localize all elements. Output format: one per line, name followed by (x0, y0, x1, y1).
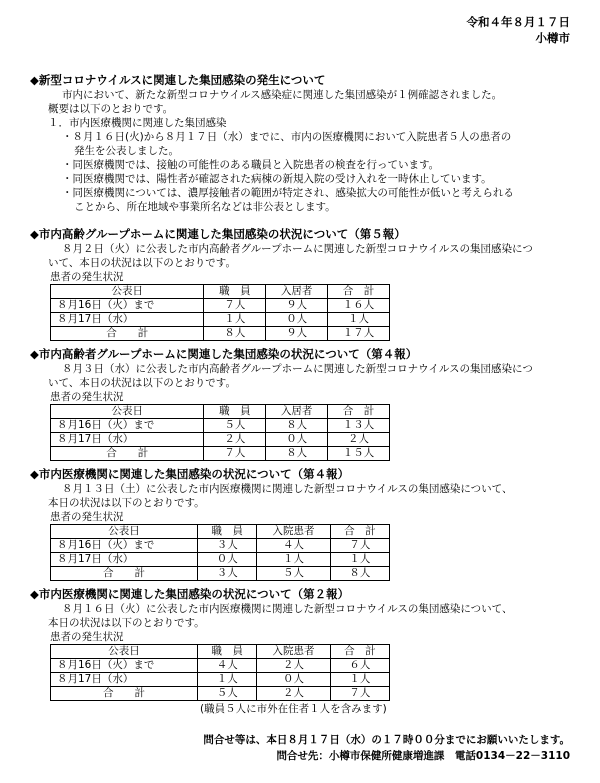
table-header: 合 計 (328, 405, 390, 419)
table-cell: １人 (330, 673, 389, 687)
section-text: ８月１３日（土）に公表した市内医療機関に関連した新型コロナウイルスの集団感染について、 (62, 483, 513, 495)
table-header: 合 計 (330, 525, 389, 539)
table-cell: ５人 (257, 567, 330, 581)
table-cell: １人 (198, 673, 257, 687)
section-text: ８月３日（水）に公表した市内高齢者グループホームに関連した新型コロナウイルスの集団感染につ (62, 363, 533, 375)
table-total-row (51, 687, 390, 701)
table-row (51, 673, 390, 687)
document-date: 令和４年８月１７日 (466, 15, 570, 29)
section-medical-2 (30, 586, 570, 716)
table-cell: 合 計 (51, 687, 198, 701)
table-cell: ９人 (266, 327, 328, 341)
table-cell: ７人 (204, 299, 266, 313)
table-cell: １７人 (328, 327, 390, 341)
table-cell: １３人 (328, 419, 390, 433)
table-cell: ２人 (257, 659, 330, 673)
section-grouphome-4 (30, 346, 570, 461)
table-header: 入居者 (266, 405, 328, 419)
table-cell: ８人 (266, 447, 328, 461)
inquiry-deadline: 問合せ等は、本日８月１７日（水）の１７時００分までにお願いいたします。 (203, 734, 570, 746)
table-cell: ０人 (266, 313, 328, 327)
bullet-text: ・同医療機関では、陽性者が確認された病棟の新規入院の受け入れを一時休止しています。 (62, 173, 492, 185)
table-cell: １５人 (328, 447, 390, 461)
table-cell: ８人 (330, 567, 389, 581)
bullet-text: ・８月１６日(火)から８月１７日（水）までに、市内の医療機関において入院患者５人の患者の (62, 131, 512, 143)
section-text: いて、本日の状況は以下のとおりです。 (48, 377, 236, 389)
table-header-row (51, 645, 390, 659)
status-table (50, 644, 390, 701)
table-header: 入居者 (266, 285, 328, 299)
table-label: 患者の発生状況 (50, 391, 124, 403)
section-title: ◆市内医療機関に関連した集団感染の状況について（第４報） (30, 467, 350, 481)
table-cell: ７人 (204, 447, 266, 461)
table-cell: 合 計 (51, 327, 204, 341)
table-total-row (51, 567, 390, 581)
table-cell: ２人 (328, 433, 390, 447)
bullet-text: ・同医療機関については、濃厚接触者の範囲が特定され、感染拡大の可能性が低いと考えられる (62, 187, 514, 199)
table-header: 公表日 (51, 645, 198, 659)
section-text: 本日の状況は以下のとおりです。 (48, 617, 205, 629)
table-cell: ８月17日（水） (51, 553, 198, 567)
section-title: ◆市内医療機関に関連した集団感染の状況について（第２報） (30, 587, 350, 601)
table-cell: ８月17日（水） (51, 313, 204, 327)
table-row (51, 299, 390, 313)
table-cell: ７人 (330, 687, 389, 701)
table-note: (職員５人に市外在住者１人を含みます) (200, 703, 387, 715)
section-text: いて、本日の状況は以下のとおりです。 (48, 257, 236, 269)
table-header: 公表日 (51, 525, 198, 539)
table-header: 入院患者 (257, 525, 330, 539)
table-cell: １人 (328, 313, 390, 327)
table-label: 患者の発生状況 (50, 631, 124, 643)
intro-text: 概要は以下のとおりです。 (48, 103, 174, 115)
document-org: 小樽市 (535, 31, 570, 45)
table-cell: ９人 (266, 299, 328, 313)
table-cell: ８人 (266, 419, 328, 433)
table-cell: 合 計 (51, 447, 204, 461)
table-header-row (51, 405, 390, 419)
status-table (50, 404, 390, 461)
table-header-row (51, 525, 390, 539)
section-title: ◆新型コロナウイルスに関連した集団感染の発生について (30, 73, 326, 87)
status-table (50, 284, 390, 341)
table-cell: ０人 (266, 433, 328, 447)
table-cell: ３人 (198, 567, 257, 581)
table-cell: ８月17日（水） (51, 673, 198, 687)
table-header: 入院患者 (257, 645, 330, 659)
section-medical-4 (30, 466, 570, 581)
table-row (51, 313, 390, 327)
section-text: 本日の状況は以下のとおりです。 (48, 497, 205, 509)
table-total-row (51, 447, 390, 461)
table-cell: ８人 (204, 327, 266, 341)
table-cell: ８月16日（火）まで (51, 539, 198, 553)
contact-info: 問合せ先：小樽市保健所健康増進課 電話0134－22－3110 (276, 750, 570, 762)
table-cell: 合 計 (51, 567, 198, 581)
table-cell: ８月16日（火）まで (51, 659, 198, 673)
table-cell: ３人 (198, 539, 257, 553)
table-header: 合 計 (328, 285, 390, 299)
section-text: ８月２日（火）に公表した市内高齢者グループホームに関連した新型コロナウイルスの集団感染につ (62, 243, 533, 255)
table-cell: １人 (257, 553, 330, 567)
section-title: ◆市内高齢グループホームに関連した集団感染の状況について（第５報） (30, 227, 406, 241)
table-cell: １６人 (328, 299, 390, 313)
section-new-cluster (30, 72, 570, 214)
section-grouphome-5 (30, 226, 570, 341)
table-total-row (51, 327, 390, 341)
table-header-row (51, 285, 390, 299)
table-label: 患者の発生状況 (50, 271, 124, 283)
table-cell: １人 (204, 313, 266, 327)
table-row (51, 659, 390, 673)
table-cell: ８月17日（水） (51, 433, 204, 447)
section-text: ８月１６日（火）に公表した市内医療機関に関連した新型コロナウイルスの集団感染について、 (62, 603, 513, 615)
table-row (51, 539, 390, 553)
table-cell: １人 (330, 553, 389, 567)
table-header: 公表日 (51, 405, 204, 419)
table-header: 職 員 (198, 645, 257, 659)
table-cell: ８月16日（火）まで (51, 419, 204, 433)
table-label: 患者の発生状況 (50, 511, 124, 523)
intro-text: 市内において、新たな新型コロナウイルス感染症に関連した集団感染が１例確認されました。 (62, 89, 503, 101)
table-cell: ２人 (257, 687, 330, 701)
bullet-text: ・同医療機関では、接触の可能性のある職員と入院患者の検査を行っています。 (62, 159, 440, 171)
status-table (50, 524, 390, 581)
table-header: 公表日 (51, 285, 204, 299)
table-header: 職 員 (198, 525, 257, 539)
table-cell: ５人 (204, 419, 266, 433)
table-header: 職 員 (204, 405, 266, 419)
table-header: 職 員 (204, 285, 266, 299)
table-cell: ２人 (204, 433, 266, 447)
table-cell: ６人 (330, 659, 389, 673)
table-header: 合 計 (330, 645, 389, 659)
table-row (51, 553, 390, 567)
table-cell: ４人 (257, 539, 330, 553)
table-cell: ５人 (198, 687, 257, 701)
table-cell: ４人 (198, 659, 257, 673)
bullet-text: 発生を公表しました。 (74, 145, 179, 157)
item-title: １．市内医療機関に関連した集団感染 (48, 117, 227, 129)
table-row (51, 419, 390, 433)
table-cell: ０人 (257, 673, 330, 687)
table-cell: ８月16日（火）まで (51, 299, 204, 313)
table-cell: ７人 (330, 539, 389, 553)
table-row (51, 433, 390, 447)
table-cell: ０人 (198, 553, 257, 567)
bullet-text: ことから、所在地域や事業所名などは非公表とします。 (74, 201, 336, 213)
section-title: ◆市内高齢者グループホームに関連した集団感染の状況について（第４報） (30, 347, 418, 361)
